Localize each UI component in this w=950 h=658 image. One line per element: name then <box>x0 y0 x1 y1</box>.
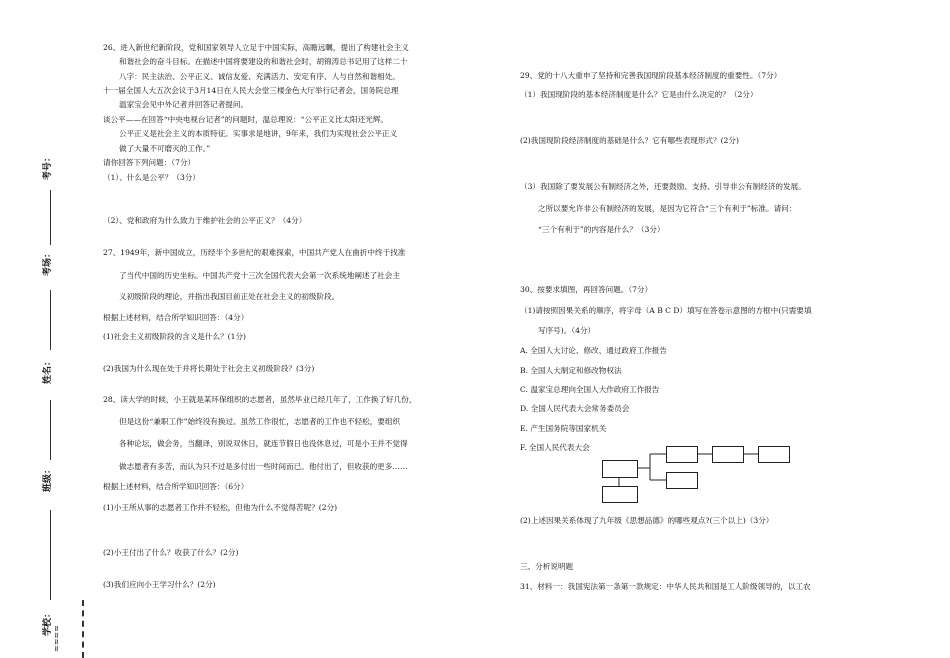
class-label: 班级： <box>43 464 53 492</box>
q29-line1: 29、党的十八大重申了坚持和完善我国现阶段基本经济制度的重要性。（7分） <box>520 71 782 80</box>
q30-option-b: B. 全国人大制定和修改物权法 <box>520 366 622 375</box>
q30-sub2: (2)上述因果关系体现了九年级《思想品德》的哪些观点?(三个以上)（3分） <box>520 516 774 525</box>
exam-room-label: 考场： <box>43 248 53 276</box>
q29-sub1: （1）我国现阶段的基本经济制度是什么？它是由什么决定的？（2分） <box>520 90 758 99</box>
q26-line4: 十一届全国人大五次会议于3月14日在人民大会堂三楼金色大厅举行记者会，国务院总理 <box>103 86 399 95</box>
q27-line2: 了当代中国的历史坐标。中国共产党十三次全国代表大会第一次系统地阐述了社会主 <box>119 271 400 280</box>
q29-sub2: (2)我国现阶段经济制度的基础是什么？它有哪些表现形式？(2分) <box>520 136 739 145</box>
school-label: 学校： <box>43 608 53 636</box>
q26-line7: 公平正义是社会主义的本质特征。实事求是地讲，9年来，我们为实现社会公平正义 <box>119 129 398 138</box>
q30-line1: 30、按要求填图，再回答问题。（7分） <box>520 285 653 294</box>
q26-line6: 谈公平——在回答“中央电视台记者”的问题时，温总理说：“公平正义比太阳还光辉。 <box>103 115 389 124</box>
q28-sub2: (2)小王付出了什么？收获了什么？(2分) <box>103 548 239 557</box>
q30-option-a: A. 全国人大讨论、修改、通过政府工作报告 <box>520 346 667 355</box>
q27-line4: 根据上述材料，结合所学知识回答：（4分） <box>103 313 249 322</box>
q27-line3: 义初级阶段的理论，并指出我国目前正处在社会主义的初级阶段。 <box>119 292 340 301</box>
q30-sub1-line1: （1)请按照因果关系的顺序，将字母（A B C D）填写在答卷示意图的方框中(只需要填 <box>520 306 812 315</box>
diagram-box-1[interactable] <box>602 460 638 478</box>
q28-line4: 做志愿者有多苦，而认为只不过是多付出一些时间而已。他付出了，但收获的更多…… <box>119 462 408 471</box>
q29-sub3-line3: “三个有利于”的内容是什么？（3分） <box>538 225 665 234</box>
q30-option-f: F. 全国人民代表大会 <box>520 443 590 452</box>
q29-sub3-line2: 之所以要允许非公有制经济的发展，是因为它符合“三个有利于”标准。请问： <box>538 204 797 213</box>
q26-line1: 26、进入新世纪新阶段，党和国家领导人立足于中国实际，高瞻远瞩，提出了构建社会主义 <box>103 43 409 52</box>
q26-sub2: （2）、党和政府为什么致力于维护社会的公平正义？（4分） <box>103 216 307 225</box>
q31-line1: 31、材料一：我国宪法第一条第一款规定：中华人民共和国是工人阶级领导的，以工农 <box>520 582 811 591</box>
q28-line5: 根据上述材料，结合所学知识回答：（6分） <box>103 482 249 491</box>
q30-option-c: C. 温家宝总理向全国人大作政府工作报告 <box>520 385 660 394</box>
q29-sub3-line1: （3）我国除了要发展公有制经济之外，还要鼓励、支持、引导非公有制经济的发展。 <box>520 182 806 191</box>
q27-line1: 27、1949年，新中国成立，历经半个多世纪的艰难探索，中国共产党人在曲折中终于找准 <box>103 248 406 257</box>
exam-number-label: 考号： <box>43 152 53 180</box>
diagram-box-6[interactable] <box>602 486 638 503</box>
q30-option-e: E. 产生国务院等国家机关 <box>520 424 607 433</box>
diagram-box-4[interactable] <box>758 446 790 463</box>
name-label: 姓名： <box>43 356 53 384</box>
q26-line5: 温家宝会见中外记者并回答记者提问。 <box>119 100 249 109</box>
q30-sub1-line2: 写序号)。（4分） <box>538 326 596 335</box>
q28-line3: 各种论坛，做会务，当翻译，别说双休日，就连节假日也没休息过，可是小王并不觉得 <box>119 439 408 448</box>
q26-sub1: （1）、什么是公平？（3分） <box>103 173 200 182</box>
section-3-heading: 三、分析说明题 <box>520 562 574 571</box>
q28-sub3: (3)我们应向小王学习什么？(2分) <box>103 580 216 589</box>
q26-line8: 做了大量不可磨灭的工作。” <box>119 144 211 153</box>
q28-line2: 但是这份“兼职工作”始终没有换过。虽然工作很忙，志愿者的工作也不轻松，要组织 <box>119 417 401 426</box>
q26-line9: 请你回答下列问题：（7分） <box>103 158 196 167</box>
q28-line1: 28、读大学的时候，小王就是某环保组织的志愿者，虽然毕业已经几年了，工作换了好几份， <box>103 395 417 404</box>
diagram-box-2[interactable] <box>666 446 698 463</box>
q26-line2: 和谐社会的奋斗目标。在描述中国将要建设的和谐社会时，胡锦涛总书记用了这样二十 <box>119 57 408 66</box>
q26-line3: 八字：民主法治、公平正义、诚信友爱、充满活力、安定有序、人与自然和谐相处。 <box>119 72 400 81</box>
diagram-box-3[interactable] <box>712 446 744 463</box>
q27-sub1: (1)社会主义初级阶段的含义是什么？(1分) <box>103 332 247 341</box>
wave-mark: ≈≈≈≈ <box>52 625 61 652</box>
q28-sub1: (1)小王所从事的志愿者工作并不轻松，但他为什么不觉得苦呢？(2分) <box>103 503 338 512</box>
diagram-box-5[interactable] <box>666 472 698 489</box>
q30-option-d: D. 全国人民代表大会常务委员会 <box>520 404 630 413</box>
q27-sub2: (2)我国为什么现在处于并将长期处于社会主义初级阶段？(3分) <box>103 364 315 373</box>
